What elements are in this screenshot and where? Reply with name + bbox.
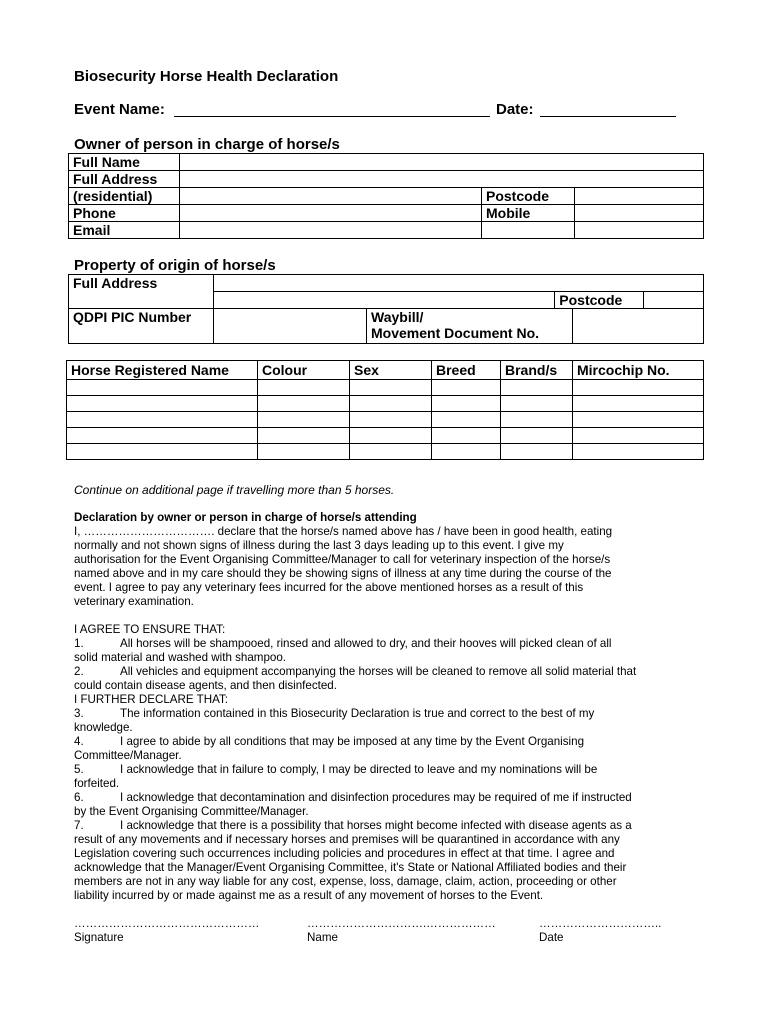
col-breed: Breed — [432, 361, 501, 380]
waybill-label-1: Waybill/ — [371, 309, 424, 325]
agree-heading: I AGREE TO ENSURE THAT: — [74, 623, 226, 636]
property-postcode-label: Postcode — [555, 292, 644, 308]
further-heading: I FURTHER DECLARE THAT: — [74, 693, 228, 706]
table-row — [67, 380, 704, 396]
full-address-field[interactable] — [180, 171, 704, 188]
event-name-field[interactable] — [174, 116, 490, 117]
declaration-paragraph: I, ……………………………. declare that the horse/s named above has / have been in good health, eating normally and not shown signs of illness during the last 3 days leading up to this event. I give my authorisation for the Event Organising Committee/Manager to call for veterinary inspection of the horse/s named above and in my care should they be showing signs of illness at any time during the course of the event. I agree to pay any veterinary fees incurred for the above mentioned horses as a result of this veterinary examination. — [74, 525, 613, 608]
date-label: Date: — [496, 101, 534, 118]
full-name-label: Full Name — [69, 154, 180, 171]
owner-heading: Owner of person in charge of horse/s — [74, 136, 340, 153]
full-address-label-1: Full Address — [69, 171, 180, 188]
pic-label: QDPI PIC Number — [69, 309, 214, 344]
declaration-list: I AGREE TO ENSURE THAT: 1. All horses will be shampooed, rinsed and allowed to dry, and their hooves will picked clean of all solid material and washed with shampoo. 2. All vehicles and equipment accompanying the horses will be cleaned to remove all solid material that could contain disease agents, and then disinfected. I FURTHER DECLARE THAT: 3. The information contained in this Biosecurity Declaration is true and correct to the best of my knowledge. 4. I agree to abide by all conditions that may be imposed at any time by the Event Organising Committee/Manager. 5. I acknowledge that in failure to comply, I may be directed to leave and my nominations will be forfeited. 6. I acknowledge that decontamination and disinfection procedures may be required of me if instructed by the Event Organising Committee/Manager. 7. I acknowledge that there is a possibility that horses might become infected with disease agents as a result of any movements and if necessary horses and premises will be quarantined in accordance with any Legislation covering such occurrences including policies and procedures in effect at that time. I agree and acknowledge that the Manager/Event Organising Committee, it's State or National Affiliated bodies and their members are not in any way liable for any cost, expense, loss, damage, claim, action, proceeding or other liability incurred by or made against me as a result of any movement of horses to the Event. — [74, 623, 714, 903]
declaration-heading: Declaration by owner or person in charge of horse/s attending — [74, 511, 417, 524]
owner-table — [68, 153, 704, 239]
col-sex: Sex — [350, 361, 432, 380]
col-brands: Brand/s — [501, 361, 573, 380]
phone-field[interactable] — [180, 205, 482, 222]
table-row — [67, 428, 704, 444]
horses-note: Continue on additional page if travelling more than 5 horses. — [74, 483, 395, 497]
postcode-field[interactable] — [575, 188, 704, 205]
date-signoff-label: Date — [539, 931, 564, 944]
postcode-label: Postcode — [482, 188, 575, 205]
waybill-field[interactable] — [573, 309, 704, 343]
pic-field[interactable] — [214, 309, 367, 344]
table-row — [67, 444, 704, 460]
mobile-label: Mobile — [482, 205, 575, 222]
mobile-field[interactable] — [575, 205, 704, 222]
table-row — [67, 396, 704, 412]
name-line[interactable]: ………………………….……………… — [307, 917, 496, 930]
name-label: Name — [307, 931, 338, 944]
full-address-label-2: (residential) — [69, 188, 180, 205]
horses-table — [66, 360, 704, 460]
col-colour: Colour — [258, 361, 350, 380]
date-line[interactable]: ………………………….. — [539, 917, 662, 930]
waybill-label-2: Movement Document No. — [371, 325, 540, 341]
email-extra-field[interactable] — [482, 222, 575, 239]
signature-line[interactable]: ………………………………………… — [74, 917, 260, 930]
phone-label: Phone — [69, 205, 180, 222]
property-heading: Property of origin of horse/s — [74, 257, 276, 274]
table-row — [67, 412, 704, 428]
col-horse-name: Horse Registered Name — [67, 361, 258, 380]
address-line-2-field[interactable] — [180, 188, 482, 205]
date-field[interactable] — [540, 116, 676, 117]
form-title: Biosecurity Horse Health Declaration — [74, 68, 339, 85]
property-postcode-field[interactable] — [644, 292, 703, 308]
property-address-field[interactable] — [214, 275, 704, 292]
email-extra-field-2[interactable] — [575, 222, 704, 239]
email-label: Email — [69, 222, 180, 239]
event-name-label: Event Name: — [74, 101, 165, 118]
property-address-line-2[interactable] — [214, 292, 555, 309]
col-microchip: Mircochip No. — [573, 361, 704, 380]
property-full-address-label: Full Address — [69, 275, 214, 292]
property-table — [68, 274, 704, 344]
email-field[interactable] — [180, 222, 482, 239]
full-name-field[interactable] — [180, 154, 704, 171]
signature-label: Signature — [74, 931, 124, 944]
